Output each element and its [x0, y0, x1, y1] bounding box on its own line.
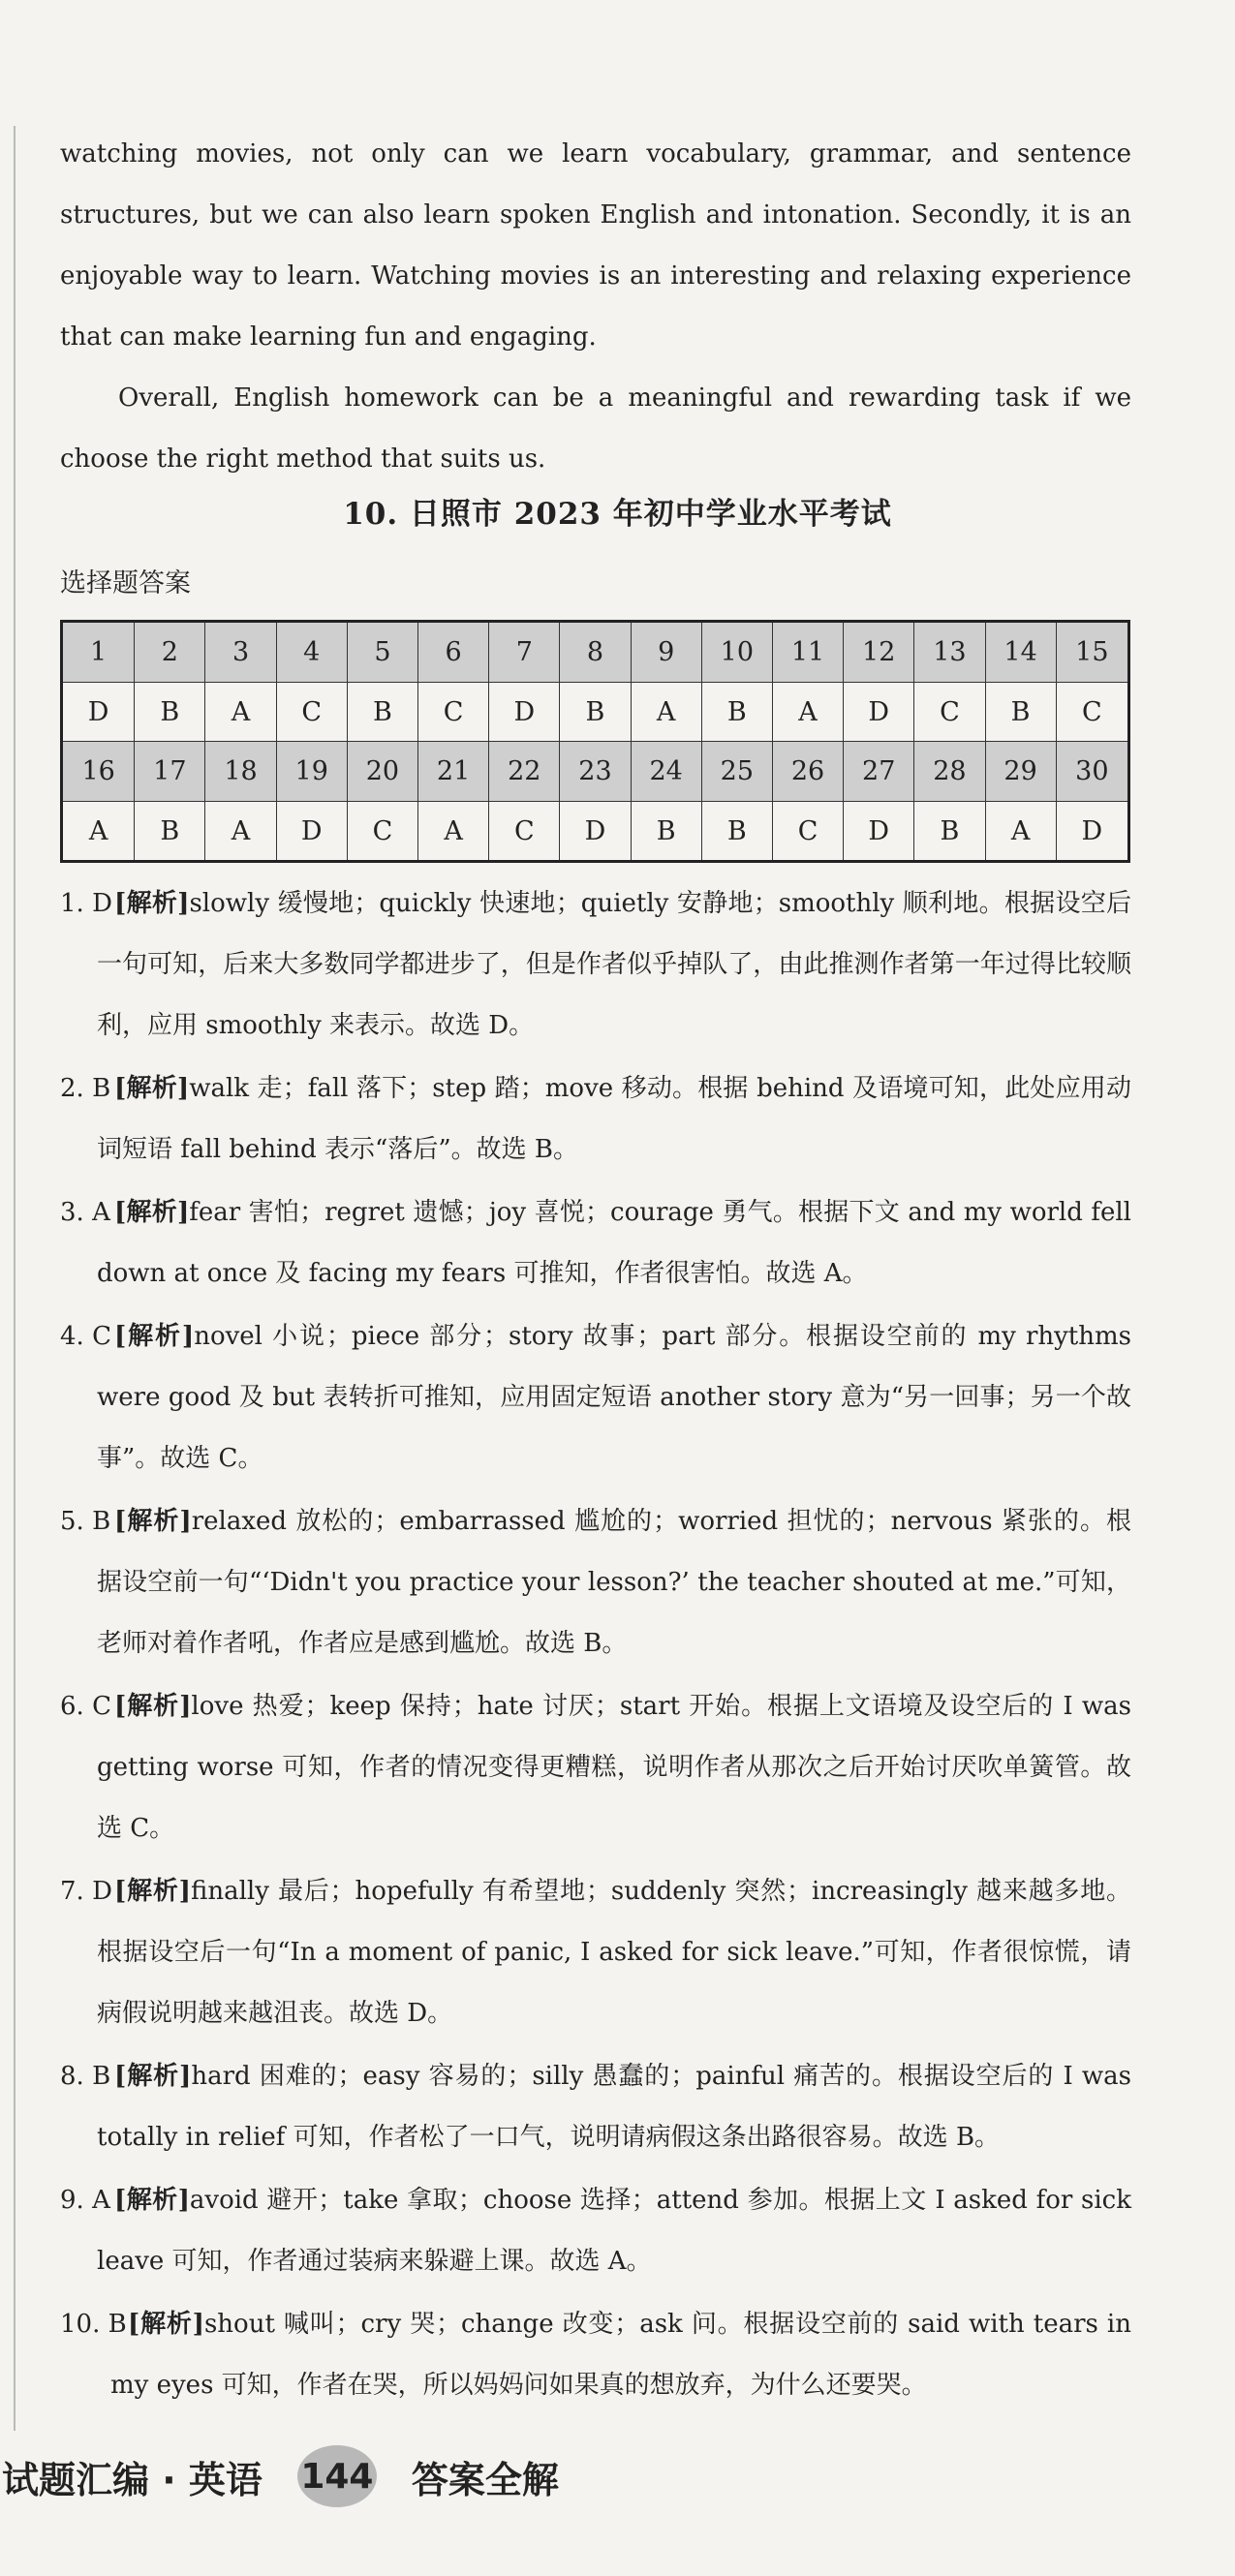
question-number-cell: 23	[560, 742, 631, 802]
explanation-tag: [解析]	[114, 1322, 195, 1351]
question-number-cell: 11	[772, 622, 843, 683]
question-number-cell: 5	[347, 622, 417, 683]
item-number: 3. A	[60, 1198, 110, 1227]
explanation-tag: [解析]	[114, 1507, 192, 1536]
explanation-text: hard 困难的；easy 容易的；silly 愚蠢的；painful 痛苦的。根据设空后的 I was totally in relief 可知，作者松了一口气，说明请病假这条出路很容易。故选 B。	[97, 2062, 1132, 2152]
answer-cell: B	[914, 802, 985, 862]
answer-cell: B	[347, 683, 417, 742]
question-number-cell: 18	[205, 742, 276, 802]
question-number-cell: 26	[772, 742, 843, 802]
explanation-text: slowly 缓慢地；quickly 快速地；quietly 安静地；smoothly 顺利地。根据设空后一句可知，后来大多数同学都进步了，但是作者似乎掉队了，由此推测作者第一年过得比较顺利，应用 smoothly 来表示。故选 D。	[97, 889, 1132, 1040]
answer-cell: A	[772, 683, 843, 742]
explanation-text: walk 走；fall 落下；step 踏；move 移动。根据 behind 及语境可知，此处应用动词短语 fall behind 表示“落后”。故选 B。	[97, 1074, 1131, 1164]
explanation-text: fear 害怕；regret 遗憾；joy 喜悦；courage 勇气。根据下文 and my world fell down at once 及 facing my fears 可推知，作者很害怕。故选 A。	[97, 1198, 1131, 1288]
question-number-cell: 4	[276, 622, 347, 683]
question-number-cell: 29	[985, 742, 1056, 802]
page-footer	[0, 2445, 559, 2507]
explanation-text: avoid 避开；take 拿取；choose 选择；attend 参加。根据上文 I asked for sick leave 可知，作者通过装病来躲避上课。故选 A。	[97, 2186, 1131, 2276]
answer-cell: B	[135, 683, 205, 742]
answer-cell: A	[205, 802, 276, 862]
question-number-cell: 3	[205, 622, 276, 683]
explanation-tag: [解析]	[114, 2062, 192, 2091]
answer-cell: B	[631, 802, 701, 862]
question-number-cell: 13	[914, 622, 985, 683]
essay-text	[60, 124, 1131, 490]
question-number-cell: 19	[276, 742, 347, 802]
answer-cell: D	[560, 802, 631, 862]
explanation-item	[60, 1861, 1131, 2044]
question-number-cell: 1	[62, 622, 135, 683]
explanation-item	[60, 1058, 1131, 1181]
explanation-tag: [解析]	[114, 889, 190, 918]
question-number-cell: 2	[135, 622, 205, 683]
answer-cell: B	[560, 683, 631, 742]
answer-row	[62, 683, 1129, 742]
question-number-cell: 7	[489, 622, 560, 683]
item-number: 2. B	[60, 1074, 111, 1103]
explanation-item	[60, 1491, 1131, 1674]
question-number-cell: 6	[418, 622, 489, 683]
explanation-text: shout 喊叫；cry 哭；change 改变；ask 问。根据设空前的 said with tears in my eyes 可知，作者在哭，所以妈妈问如果真的想放弃，为什么还要哭。	[110, 2310, 1131, 2400]
item-number: 5. B	[60, 1507, 111, 1536]
item-number: 4. C	[60, 1322, 111, 1351]
answer-cell: D	[1056, 802, 1128, 862]
explanation-item	[60, 2294, 1131, 2416]
question-number-cell: 10	[701, 622, 772, 683]
page-number: 144	[297, 2445, 377, 2507]
question-number-cell: 17	[135, 742, 205, 802]
answer-cell: B	[701, 683, 772, 742]
explanation-list	[60, 874, 1131, 2418]
question-number-cell: 22	[489, 742, 560, 802]
answer-cell: D	[62, 683, 135, 742]
item-number: 8. B	[60, 2062, 111, 2091]
explanation-text: finally 最后；hopefully 有希望地；suddenly 突然；increasingly 越来越多地。根据设空后一句“In a moment of panic, I asked for sick leave.”可知，作者很惊慌，请病假说明越来越沮丧。故选 D。	[97, 1877, 1131, 2028]
explanation-item	[60, 2170, 1131, 2292]
answer-row	[62, 802, 1129, 862]
item-number: 7. D	[60, 1877, 112, 1906]
explanation-item	[60, 1676, 1131, 1859]
exam-title: 10. 日照市 2023 年初中学业水平考试	[343, 497, 892, 532]
question-number-cell: 16	[62, 742, 135, 802]
question-number-cell: 9	[631, 622, 701, 683]
explanation-tag: [解析]	[114, 1877, 191, 1906]
answers-label: 选择题答案	[60, 568, 191, 598]
item-number: 10. B	[60, 2310, 127, 2339]
question-number-cell: 24	[631, 742, 701, 802]
answer-cell: C	[347, 802, 417, 862]
question-number-cell: 30	[1056, 742, 1128, 802]
explanation-tag: [解析]	[128, 2310, 204, 2339]
explanation-tag: [解析]	[114, 1692, 192, 1721]
question-number-row	[62, 622, 1129, 683]
question-number-cell: 21	[418, 742, 489, 802]
question-number-cell: 14	[985, 622, 1056, 683]
explanation-tag: [解析]	[114, 1198, 190, 1227]
answer-cell: A	[631, 683, 701, 742]
item-number: 9. A	[60, 2186, 110, 2215]
explanation-text: love 热爱；keep 保持；hate 讨厌；start 开始。根据上文语境及设空后的 I was getting worse 可知，作者的情况变得更糟糕，说明作者从那次之后开始讨厌吹单簧管。故选 C。	[97, 1692, 1131, 1843]
answer-cell: C	[418, 683, 489, 742]
answer-cell: C	[276, 683, 347, 742]
question-number-cell: 20	[347, 742, 417, 802]
explanation-item	[60, 2046, 1131, 2168]
explanation-item	[60, 874, 1131, 1057]
question-number-cell: 25	[701, 742, 772, 802]
question-number-row	[62, 742, 1129, 802]
question-number-cell: 12	[844, 622, 914, 683]
margin-line	[14, 126, 15, 2431]
answer-cell: A	[985, 802, 1056, 862]
answer-table	[60, 620, 1130, 863]
explanation-item	[60, 1182, 1131, 1304]
question-number-cell: 27	[844, 742, 914, 802]
question-number-cell: 8	[560, 622, 631, 683]
explanation-tag: [解析]	[114, 1074, 190, 1103]
essay-paragraph-2: Overall, English homework can be a meaningful and rewarding task if we choose the right method that suits us.	[60, 383, 1131, 474]
explanation-text: relaxed 放松的；embarrassed 尴尬的；worried 担忧的；nervous 紧张的。根据设空前一句“‘Didn't you practice your lesson?’ the teacher shouted at me.”可知，老师对着作者吼，作者应是感到尴尬。故选 B。	[97, 1507, 1131, 1658]
explanation-item	[60, 1306, 1131, 1489]
answer-cell: A	[418, 802, 489, 862]
answer-cell: A	[205, 683, 276, 742]
answer-cell: C	[489, 802, 560, 862]
explanation-text: novel 小说；piece 部分；story 故事；part 部分。根据设空前的 my rhythms were good 及 but 表转折可推知，应用固定短语 another story 意为“另一回事；另一个故事”。故选 C。	[97, 1322, 1131, 1473]
answer-cell: D	[489, 683, 560, 742]
item-number: 6. C	[60, 1692, 111, 1721]
answer-cell: D	[844, 683, 914, 742]
answer-cell: C	[914, 683, 985, 742]
explanation-tag: [解析]	[114, 2186, 190, 2215]
answer-cell: B	[985, 683, 1056, 742]
answer-cell: D	[276, 802, 347, 862]
answer-cell: B	[135, 802, 205, 862]
answer-cell: C	[1056, 683, 1128, 742]
answer-cell: D	[844, 802, 914, 862]
section-title: 答案全解	[411, 2458, 559, 2501]
essay-paragraph-1: watching movies, not only can we learn vocabulary, grammar, and sentence structures, but we can also learn spoken English and intonation. Secondly, it is an enjoyable way to learn. Watching movies is an interesting and relaxing experience that can make learning fun and engaging.	[60, 139, 1131, 352]
question-number-cell: 15	[1056, 622, 1128, 683]
answer-cell: B	[701, 802, 772, 862]
item-number: 1. D	[60, 889, 112, 918]
question-number-cell: 28	[914, 742, 985, 802]
answer-cell: C	[772, 802, 843, 862]
series-title: 试题汇编 · 英语	[2, 2458, 262, 2501]
answer-cell: A	[62, 802, 135, 862]
